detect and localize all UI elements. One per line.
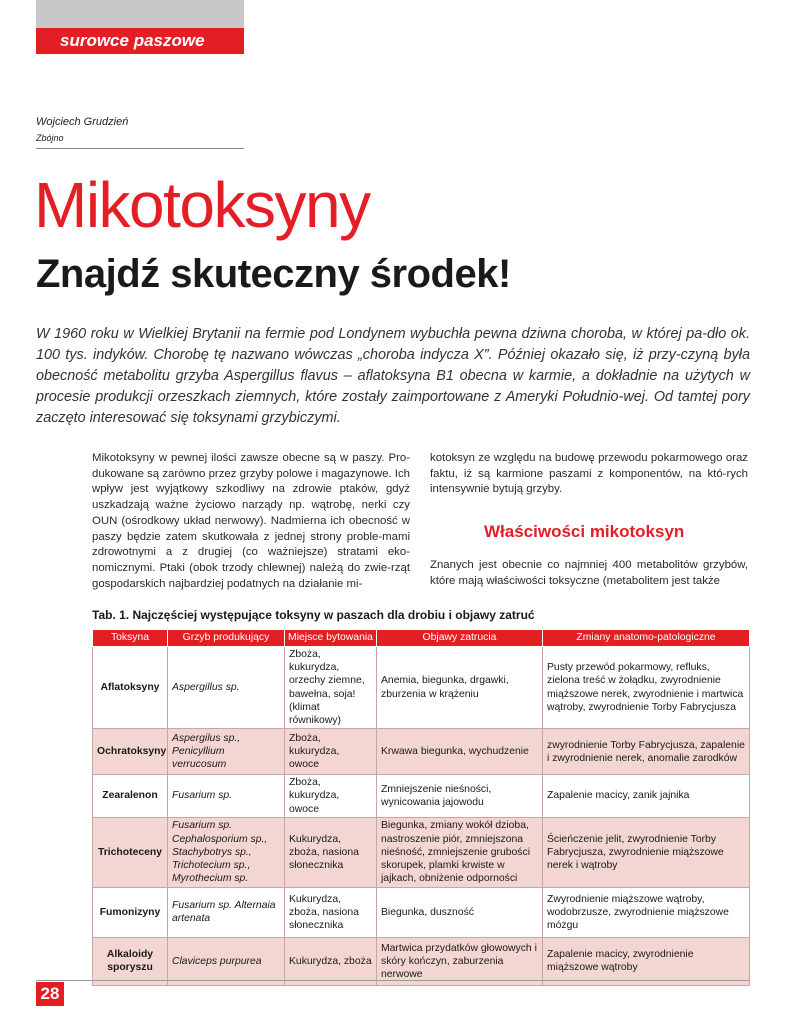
changes-cell: Zapalenie macicy, zwyrodnienie miąższowe wątroby xyxy=(543,937,750,985)
column-header-toxin: Toksyna xyxy=(93,630,168,647)
table-row xyxy=(93,647,750,729)
author-name: Wojciech Grudzień xyxy=(36,116,129,128)
body-column-left: Mikotoksyny w pewnej ilości zawsze obecne są w paszy. Pro-dukowane są zarówno przez grzyby polowe i magazynowe. Ich wpływ jest wyjątkowy szkodliwy na zdrowie ptaków, gdyż uszkadzają ważne życiowo narządy np. wątrobę, nerki czy OUN (ośrodkowy układ nerwowy). Nadmierna ich obecność w paszy będzie zatem skutkowała z jednej strony proble-mami zdrowotnymi a z drugiej (co ważniejsze) stratami eko-nomicznymi. Ptaki (obok trzody chlewnej) należą do zwie-rząt gospodarskich najbardziej podatnych na działanie mi- xyxy=(92,452,410,590)
habitat-cell: Zboża, kukurydza, owoce xyxy=(285,729,377,775)
table-header-row xyxy=(93,630,750,647)
section-heading: Właściwości mikotoksyn xyxy=(484,522,685,541)
habitat-cell: Zboża, kukurydza, owoce xyxy=(285,775,377,818)
fungus-cell: Claviceps purpurea xyxy=(168,937,285,985)
fungus-cell: Aspergilus sp., Penicyllium verrucosum xyxy=(168,729,285,775)
fungus-cell: Fusarium sp. xyxy=(168,775,285,818)
column-header-fungus: Grzyb produkujący xyxy=(168,630,285,647)
toxin-name: Aflatoksyny xyxy=(93,647,168,729)
changes-cell: zwyrodnienie Torby Fabrycjusza, zapalenie i zwyrodnienie nerek, anomalie zarodków xyxy=(543,729,750,775)
column-header-symptoms: Objawy zatrucia xyxy=(377,630,543,647)
habitat-cell: Kukurydza, zboża, nasiona słonecznika xyxy=(285,817,377,887)
section-label: surowce paszowe xyxy=(36,28,244,54)
habitat-cell: Zboża, kukurydza, orzechy ziemne, bawełna, soja! (klimat równikowy) xyxy=(285,647,377,729)
symptoms-cell: Krwawa biegunka, wychudzenie xyxy=(377,729,543,775)
column-header-habitat: Miejsce bytowania xyxy=(285,630,377,647)
symptoms-cell: Biegunka, duszność xyxy=(377,887,543,937)
changes-cell: Pusty przewód pokarmowy, refluks, zielona treść w żołądku, zwyrodnienie miąższowe nerek, zwyrodnienie i martwica wątroby, zwyrodnienie Torby Fabrycjusza xyxy=(543,647,750,729)
symptoms-cell: Biegunka, zmiany wokół dzioba, nastroszenie piór, zmniejszona nieśność, zmniejszenie grubości skorupek, plamki krwiste w jajkach, obniżenie odporności xyxy=(377,817,543,887)
toxin-name: Ochratoksyny xyxy=(93,729,168,775)
body-column-right-top: kotoksyn ze względu na budowę przewodu pokarmowego oraz faktu, iż są karmione paszami z komponentów, na któ-rych intensywnie bytują grzyby. xyxy=(430,452,748,496)
lead-text-part1: W 1960 roku w Wielkiej Brytanii na fermie pod Londynem wybuchła pewna dziwna choroba, w której pa-dło ok. 100 tys. indyków. Chorobę tę nazwano wówczas „choroba indycza X”. Później okazało się, iż przy-czyną była obecność metabolitu grzyba xyxy=(36,326,750,384)
article-subtitle: Znajdź skuteczny środek! xyxy=(36,252,511,296)
symptoms-cell: Martwica przydatków głowowych i skóry kończyn, zaburzenia nerwowe xyxy=(377,937,543,985)
lead-text-part2: – aflatoksyna B1 obecna w karmie, a dokładnie na użytych w procesie produkcji orzeszkach ziemnych, które zostały zaimportowane z Ameryki Południo-wej. Od tamtej pory zaczęto interesować się toksynami grzybiczymi. xyxy=(36,368,751,426)
header-grey-block xyxy=(36,0,244,28)
author-affiliation: Zbójno xyxy=(36,133,64,143)
changes-cell: Zwyrodnienie miąższowe wątroby, wodobrzusze, zwyrodnienie miąższowe mózgu xyxy=(543,887,750,937)
habitat-cell: Kukurydza, zboża xyxy=(285,937,377,985)
toxins-table xyxy=(92,629,750,986)
article-lead xyxy=(36,324,750,429)
changes-cell: Zapalenie macicy, zanik jajnika xyxy=(543,775,750,818)
table-row xyxy=(93,775,750,818)
lead-species-name: Aspergillus flavus xyxy=(224,368,338,384)
body-column-right-bottom: Znanych jest obecnie co najmniej 400 metabolitów grzybów, które mają właściwości toksyczne (metabolitem jest także xyxy=(430,559,748,587)
toxin-name: Fumonizyny xyxy=(93,887,168,937)
column-header-changes: Zmiany anatomo-patologiczne xyxy=(543,630,750,647)
table-caption: Tab. 1. Najczęściej występujące toksyny w paszach dla drobiu i objawy zatruć xyxy=(92,608,535,622)
symptoms-cell: Zmniejszenie nieśności, wynicowania jajowodu xyxy=(377,775,543,818)
article-title: Mikotoksyny xyxy=(34,169,370,241)
table-row xyxy=(93,817,750,887)
footer-divider xyxy=(36,980,749,981)
fungus-cell: Fusarium sp. Cephalosporium sp., Stachybotrys sp., Trichotecium sp., Myrothecium sp. xyxy=(168,817,285,887)
habitat-cell: Kukurydza, zboża, nasiona słonecznika xyxy=(285,887,377,937)
byline-divider xyxy=(36,148,244,149)
toxin-name: Alkaloidy sporyszu xyxy=(93,937,168,985)
toxin-name: Trichoteceny xyxy=(93,817,168,887)
toxin-name: Zearalenon xyxy=(93,775,168,818)
page-number: 28 xyxy=(36,982,64,1006)
table-row xyxy=(93,729,750,775)
table-row xyxy=(93,937,750,985)
fungus-cell: Fusarium sp. Alternaia artenata xyxy=(168,887,285,937)
symptoms-cell: Anemia, biegunka, drgawki, zburzenia w krążeniu xyxy=(377,647,543,729)
changes-cell: Ścieńczenie jelit, zwyrodnienie Torby Fabrycjusza, zwyrodnienie miąższowe nerek i wątroby xyxy=(543,817,750,887)
table-row xyxy=(93,887,750,937)
fungus-cell: Aspergillus sp. xyxy=(168,647,285,729)
